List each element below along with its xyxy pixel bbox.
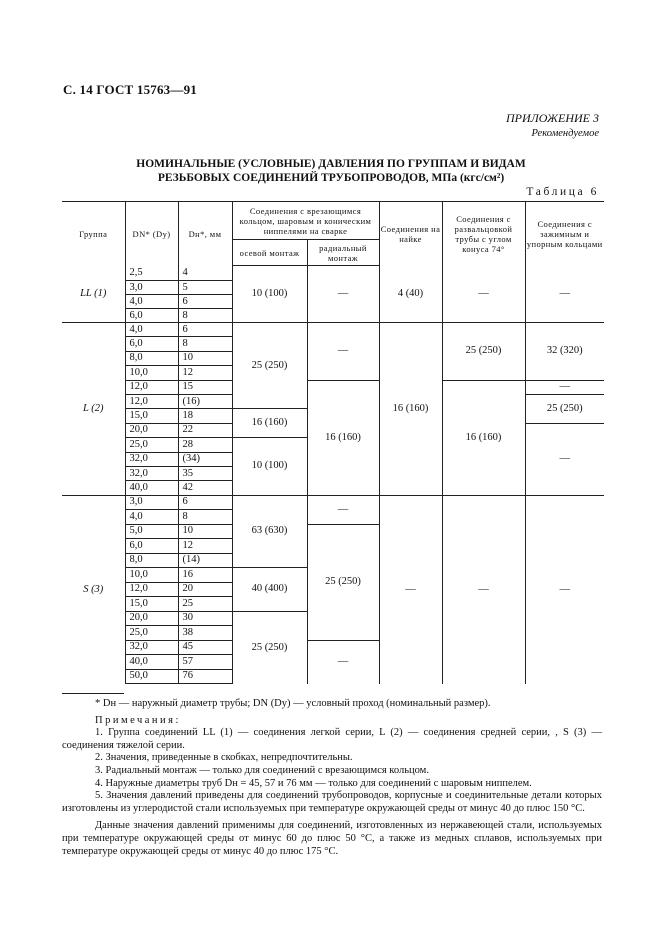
dn-cell: 5,0 [125, 524, 178, 539]
dn-cell: 4,0 [125, 323, 178, 337]
notes-heading: Примечания: [95, 714, 181, 726]
dh-cell: 57 [178, 655, 232, 670]
radial-cell: — [307, 323, 379, 381]
dh-cell: 4 [178, 266, 232, 281]
flared-tube-cell: — [442, 266, 525, 323]
dn-cell: 32,0 [125, 452, 178, 466]
dh-cell: 12 [178, 539, 232, 554]
dn-cell: 40,0 [125, 481, 178, 495]
appendix-number: ПРИЛОЖЕНИЕ 3 [506, 111, 599, 125]
dn-cell: 15,0 [125, 409, 178, 423]
axial-cell: 63 (630) [232, 495, 307, 568]
notes-section [62, 698, 602, 858]
col-header-group: Группа [62, 202, 125, 266]
flare-cell: 4 (40) [379, 266, 442, 323]
dn-cell: 10,0 [125, 366, 178, 380]
dn-cell: 25,0 [125, 626, 178, 641]
col-header-flare: Соединения на найке [379, 202, 442, 266]
clamp-cell: — [525, 266, 604, 323]
flare-cell: — [379, 495, 442, 684]
title-line-1: НОМИНАЛЬНЫЕ (УСЛОВНЫЕ) ДАВЛЕНИЯ ПО ГРУППАМ И ВИДАМ [136, 158, 526, 170]
dh-cell: 25 [178, 597, 232, 612]
dn-cell: 25,0 [125, 438, 178, 452]
dh-cell: (34) [178, 452, 232, 466]
dn-cell: 15,0 [125, 597, 178, 612]
dh-cell: 35 [178, 466, 232, 480]
note-3: 3. Радиальный монтаж — только для соединений с врезающимся кольцом. [95, 764, 429, 776]
axial-cell: 16 (160) [232, 409, 307, 438]
appendix-label [506, 111, 599, 139]
dn-cell: 20,0 [125, 423, 178, 437]
col-header-dn: DN* (Dy) [125, 202, 178, 266]
dh-cell: (16) [178, 394, 232, 408]
dn-cell: 3,0 [125, 281, 178, 295]
dn-cell: 4,0 [125, 510, 178, 525]
dh-cell: (14) [178, 553, 232, 568]
dn-cell: 6,0 [125, 539, 178, 554]
dn-cell: 6,0 [125, 337, 178, 351]
dn-cell: 32,0 [125, 466, 178, 480]
axial-cell: 25 (250) [232, 611, 307, 684]
flared-tube-cell: 25 (250) [442, 323, 525, 381]
note-5: 5. Значения давлений приведены для соединений трубопроводов, корпусные и соединительные детали которых изготовлены из углеродистой стали используемых при температуре окружающей среды от минус 40 до плюс 150 °С. [62, 790, 602, 814]
dh-cell: 38 [178, 626, 232, 641]
dh-cell: 76 [178, 669, 232, 684]
note-1: 1. Группа соединений LL (1) — соединения легкой серии, L (2) — соединения средней серии, , S (3) — соединения тяжелой серии. [62, 727, 602, 751]
dh-cell: 22 [178, 423, 232, 437]
dh-cell: 8 [178, 337, 232, 351]
flared-tube-cell: 16 (160) [442, 380, 525, 495]
note-2: 2. Значения, приведенные в скобках, непредпочтительны. [95, 752, 353, 764]
axial-cell: 40 (400) [232, 568, 307, 612]
dh-cell: 6 [178, 323, 232, 337]
dh-cell: 42 [178, 481, 232, 495]
dh-cell: 20 [178, 582, 232, 597]
dh-cell: 6 [178, 495, 232, 510]
footnote-divider [62, 693, 124, 694]
dh-cell: 12 [178, 366, 232, 380]
col-header-flared-tube: Соединения с развальцовкой трубы с углом конуса 74° [442, 202, 525, 266]
page-header: С. 14 ГОСТ 15763—91 [63, 82, 197, 97]
title-line-2: РЕЗЬБОВЫХ СОЕДИНЕНИЙ ТРУБОПРОВОДОВ, МПа (кгс/см²) [157, 172, 505, 184]
table-number: Таблица 6 [526, 186, 599, 198]
dh-cell: 16 [178, 568, 232, 583]
appendix-status: Рекомендуемое [531, 128, 599, 139]
document-title [63, 157, 599, 185]
dn-cell: 3,0 [125, 495, 178, 510]
col-header-clamp-ring: Соединения с зажимным и упорным кольцами [525, 202, 604, 266]
radial-cell: 16 (160) [307, 380, 379, 495]
dn-cell: 40,0 [125, 655, 178, 670]
group-cell-ll: LL (1) [80, 287, 107, 299]
col-header-dh: Dн*, мм [178, 202, 232, 266]
dn-cell: 32,0 [125, 640, 178, 655]
dn-cell: 12,0 [125, 394, 178, 408]
dh-cell: 28 [178, 438, 232, 452]
dn-cell: 2,5 [125, 266, 178, 281]
group-cell-s: S (3) [62, 495, 125, 684]
radial-cell: — [307, 640, 379, 684]
dn-cell: 8,0 [125, 553, 178, 568]
dh-cell: 6 [178, 295, 232, 309]
dh-cell: 30 [178, 611, 232, 626]
axial-cell: 10 (100) [232, 266, 307, 323]
dn-cell: 12,0 [125, 582, 178, 597]
dn-cell: 6,0 [125, 309, 178, 323]
clamp-cell: 32 (320) [525, 323, 604, 381]
dn-cell: 4,0 [125, 295, 178, 309]
col-header-axial: осевой монтаж [232, 240, 307, 266]
footnote: * Dн — наружный диаметр трубы; DN (Dy) — условный проход (номинальный размер). [95, 698, 491, 709]
dh-cell: 45 [178, 640, 232, 655]
dn-cell: 50,0 [125, 669, 178, 684]
col-header-cutting-ring: Соединения с врезающимся кольцом, шаровым и коническим ниппелями на сварке [232, 202, 379, 240]
dn-cell: 20,0 [125, 611, 178, 626]
clamp-cell: 25 (250) [525, 394, 604, 423]
dh-cell: 8 [178, 510, 232, 525]
dh-cell: 15 [178, 380, 232, 394]
axial-cell: 25 (250) [232, 323, 307, 409]
closing-paragraph: Данные значения давлений применимы для соединений, изготовленных из нержавеющей стали, используемых при температуре окружающей среды от минус 60 до плюс 50 °С, а также из медных сплавов, используемых при температуре окружающей среды от минус 40 до плюс 175 °С. [62, 820, 602, 857]
dh-cell: 5 [178, 281, 232, 295]
group-cell-l: L (2) [62, 323, 125, 496]
dn-cell: 8,0 [125, 351, 178, 365]
dh-cell: 18 [178, 409, 232, 423]
col-header-radial: радиальный монтаж [307, 240, 379, 266]
clamp-cell: — [525, 495, 604, 684]
dh-cell: 10 [178, 351, 232, 365]
axial-cell: 10 (100) [232, 438, 307, 496]
clamp-cell: — [525, 423, 604, 495]
clamp-cell: — [525, 380, 604, 394]
radial-cell: — [307, 495, 379, 524]
flare-cell: 16 (160) [379, 323, 442, 496]
dh-cell: 8 [178, 309, 232, 323]
radial-cell: 25 (250) [307, 524, 379, 640]
note-4: 4. Наружные диаметры труб Dн = 45, 57 и 76 мм — только для соединений с шаровым ниппелем. [95, 777, 532, 789]
dn-cell: 10,0 [125, 568, 178, 583]
dh-cell: 10 [178, 524, 232, 539]
pressure-table [62, 201, 604, 684]
flared-tube-cell: — [442, 495, 525, 684]
radial-cell: — [307, 266, 379, 323]
dn-cell: 12,0 [125, 380, 178, 394]
